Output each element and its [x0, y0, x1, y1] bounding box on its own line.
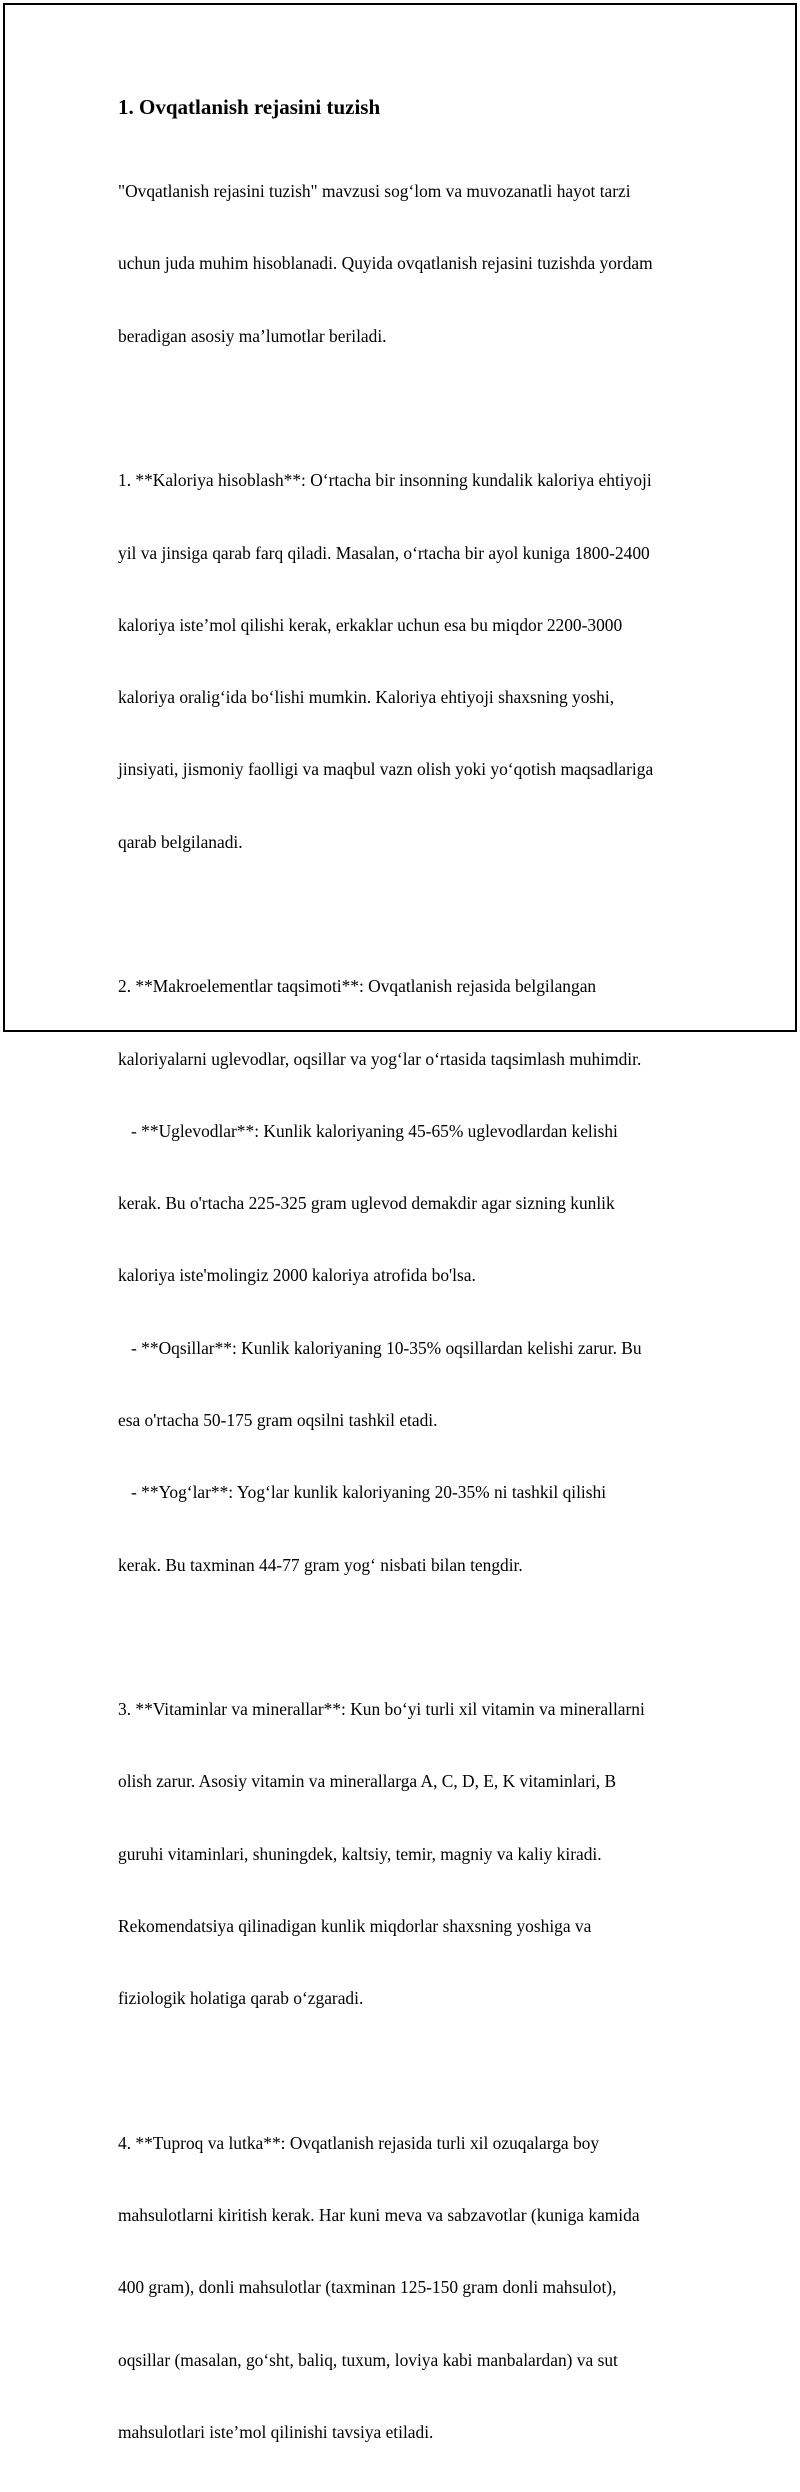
text-line: uchun juda muhim hisoblanadi. Quyida ovqatlanish rejasini tuzishda yordam [118, 253, 653, 274]
text-line: kerak. Bu o'rtacha 225-325 gram uglevod demakdir agar sizning kunlik [118, 1193, 615, 1214]
text-line: jinsiyati, jismoniy faolligi va maqbul vazn olish yoki yo‘qotish maqsadlariga [118, 759, 654, 780]
text-line: - **Uglevodlar**: Kunlik kaloriyaning 45-65% uglevodlardan kelishi [118, 1120, 618, 1141]
document-title: 1. Ovqatlanish rejasini tuzish [118, 95, 381, 119]
text-line: mahsulotlari iste’mol qilinishi tavsiya etiladi. [118, 2421, 434, 2442]
text-line [118, 396, 698, 420]
text-line: guruhi vitaminlari, shuningdek, kaltsiy, temir, magniy va kaliy kiradi. [118, 1843, 602, 1864]
document-content [118, 94, 698, 2492]
text-line: mahsulotlarni kiritish kerak. Har kuni meva va sabzavotlar (kuniga kamida [118, 2205, 640, 2226]
text-line [118, 2059, 698, 2083]
text-line: esa o'rtacha 50-175 gram oqsilni tashkil etadi. [118, 1409, 438, 1430]
text-line: kaloriya iste'molingiz 2000 kaloriya atrofida bo'lsa. [118, 1265, 476, 1286]
document-body [118, 131, 698, 2492]
text-line [118, 1625, 698, 1649]
text-line: Rekomendatsiya qilinadigan kunlik miqdorlar shaxsning yoshiga va [118, 1915, 592, 1936]
text-line: 400 gram), donli mahsulotlar (taxminan 125-150 gram donli mahsulot), [118, 2277, 617, 2298]
text-line: kaloriya iste’mol qilishi kerak, erkaklar uchun esa bu miqdor 2200-3000 [118, 614, 623, 635]
text-line: "Ovqatlanish rejasini tuzish" mavzusi sog‘lom va muvozanatli hayot tarzi [118, 181, 631, 202]
text-line: - **Yog‘lar**: Yog‘lar kunlik kaloriyaning 20-35% ni tashkil qilishi [118, 1482, 607, 1503]
text-line [118, 902, 698, 926]
text-line: 1. **Kaloriya hisoblash**: O‘rtacha bir insonning kundalik kaloriya ehtiyoji [118, 470, 652, 491]
text-line: qarab belgilanadi. [118, 831, 243, 852]
text-line: - **Oqsillar**: Kunlik kaloriyaning 10-35% oqsillardan kelishi zarur. Bu [118, 1337, 642, 1358]
text-line: fiziologik holatiga qarab o‘zgaradi. [118, 1988, 364, 2009]
text-line: olish zarur. Asosiy vitamin va minerallarga A, C, D, E, K vitaminlari, B [118, 1771, 617, 1792]
text-line: kaloriya oralig‘ida bo‘lishi mumkin. Kaloriya ehtiyoji shaxsning yoshi, [118, 687, 615, 708]
text-line: kaloriyalarni uglevodlar, oqsillar va yog‘lar o‘rtasida taqsimlash muhimdir. [118, 1048, 642, 1069]
text-line: 2. **Makroelementlar taqsimoti**: Ovqatlanish rejasida belgilangan [118, 976, 597, 997]
text-line: 3. **Vitaminlar va minerallar**: Kun bo‘yi turli xil vitamin va minerallarni [118, 1699, 645, 1720]
text-line: 4. **Tuproq va lutka**: Ovqatlanish rejasida turli xil ozuqalarga boy [118, 2132, 600, 2153]
text-line: beradigan asosiy ma’lumotlar beriladi. [118, 325, 387, 346]
text-line: yil va jinsiga qarab farq qiladi. Masalan, o‘rtacha bir ayol kuniga 1800-2400 [118, 542, 650, 563]
text-line: oqsillar (masalan, go‘sht, baliq, tuxum, loviya kabi manbalardan) va sut [118, 2349, 618, 2370]
text-line: kerak. Bu taxminan 44-77 gram yog‘ nisbati bilan tengdir. [118, 1554, 523, 1575]
